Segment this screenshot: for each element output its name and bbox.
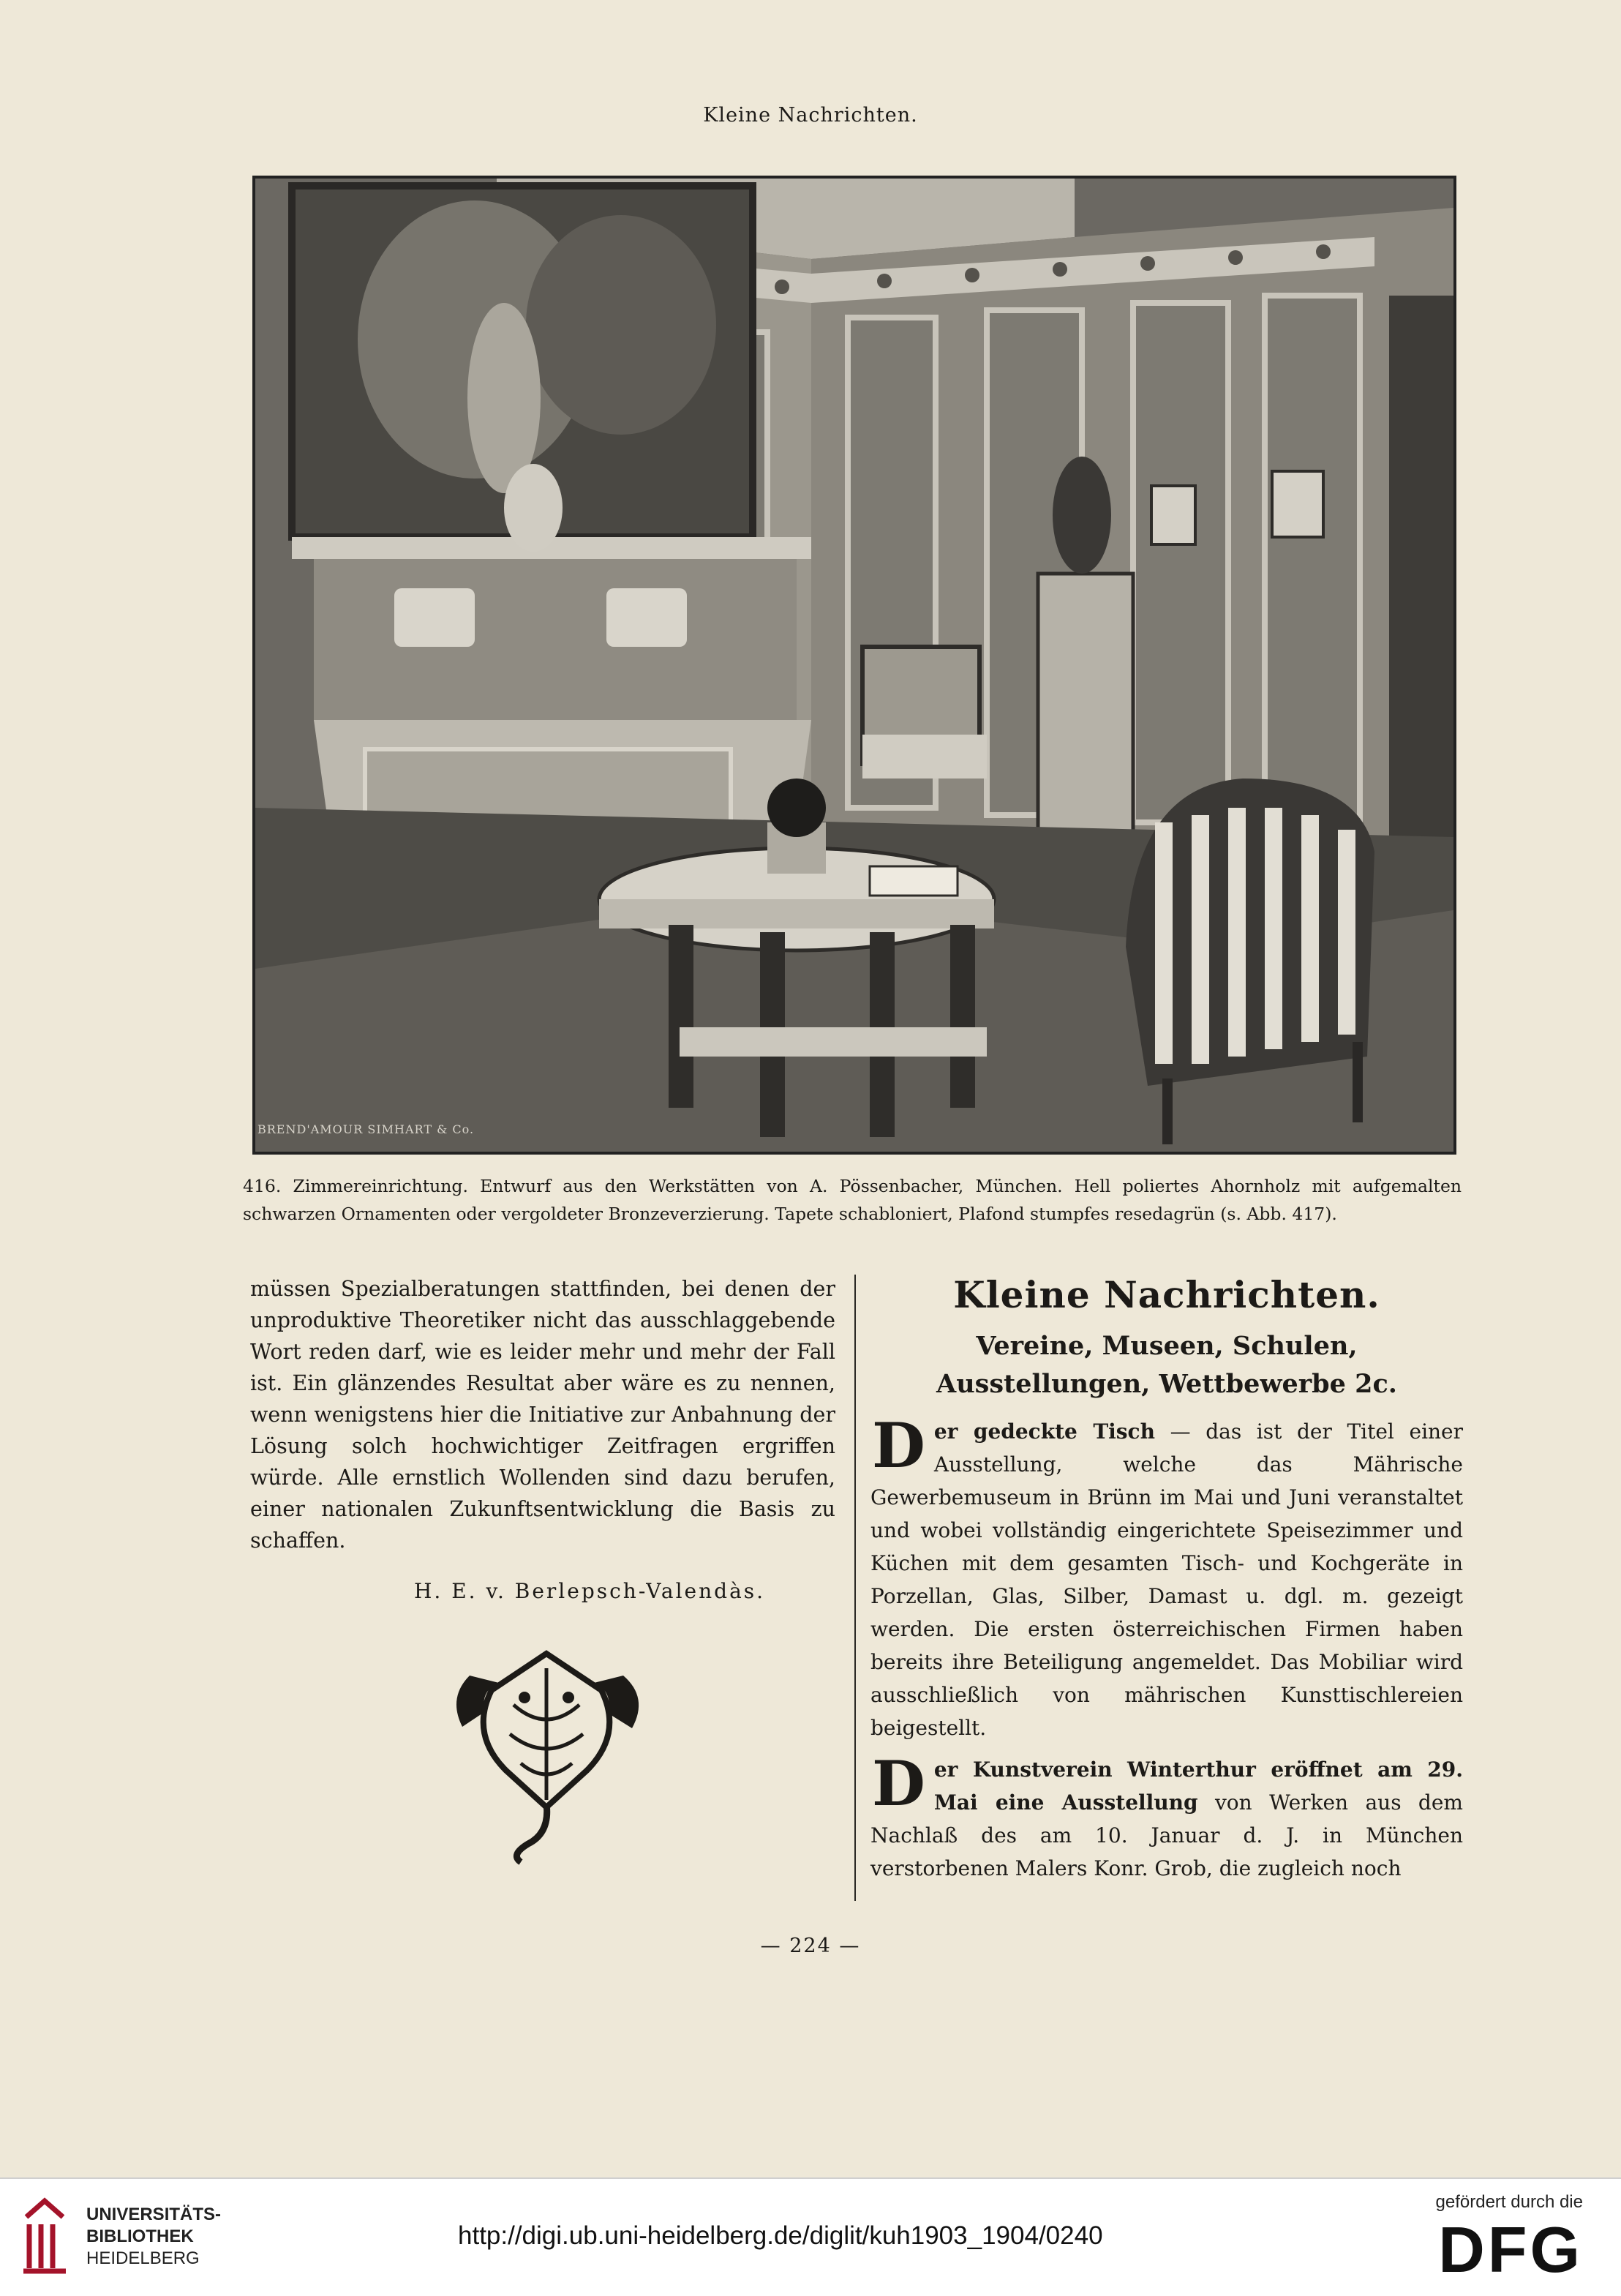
item-lead: er Kunstverein Winterthur eröffnet am 29. Mai eine Ausstellung [933,1757,1463,1815]
printer-imprint: BREND'AMOUR SIMHART & Co. [257,1122,475,1136]
section-title: Kleine Nachrichten. [953,1273,1380,1316]
column-divider [854,1275,856,1901]
running-head: Kleine Nachrichten. [703,104,918,127]
item-text: — das ist der Titel einer Ausstellung, welche das Mährische Gewerbemuseum in Brünn im Mai und Juni veranstaltet und wobei vollständig eingerichtete Speisezimmer und Küchen mit dem gesamten Tisch- und Kochgeräte in Porzellan, Glas, Silber, Damast u. dgl. m. gezeigt werden. Die ersten österreichischen Firmen haben bereits ihre Beteiligung angemeldet. Das Mobiliar wird ausschließlich von mährischen Kunsttischlereien beigestellt. [870,1419,1464,1740]
permalink-url[interactable]: http://digi.ub.uni-heidelberg.de/diglit/kuh1903_1904/0240 [458,2221,1103,2250]
item-text: von Werken aus dem Nachlaß des am 10. Januar d. J. in München verstorbenen Malers Konr. Grob, die zugleich noch [870,1790,1463,1880]
interior-photograph [252,176,1456,1155]
library-name: UNIVERSITÄTS- BIBLIOTHEK HEIDELBERG [86,2205,222,2268]
dfg-logo: DFG [1438,2213,1583,2286]
news-item [870,1747,1463,1885]
drop-cap: D [872,1409,925,1482]
ray-fish-ornament [440,1646,652,1866]
author-signature: H. E. v. Berlepsch-Valendàs. [414,1579,766,1603]
left-column-text: müssen Spezialberatungen stattfinden, bei denen der unproduktive Theoretiker nicht das ausschlaggebende Wort reden darf, wie es leider mehr und mehr der Fall ist. Ein glänzendes Resultat aber wäre es zu nennen, wenn wenigstens hier die Initiative zur Anbahnung der Lösung solch hochwichtiger Zeitfragen ergriffen würde. Alle ernstlich Wollenden sind dazu berufen, einer nationalen Zukunftsentwicklung die Basis zu schaffen. [250,1277,835,1553]
right-column [870,1273,1463,1894]
left-column [250,1273,835,1556]
funding-note: gefördert durch die [1435,2192,1583,2212]
section-subtitle: Vereine, Museen, Schulen, Ausstellungen, Wettbewerbe 2c. [936,1331,1397,1399]
item-lead: er gedeckte Tisch [933,1419,1155,1444]
viewer-footer [0,2177,1621,2296]
news-item [870,1409,1464,1744]
figure-caption: 416. Zimmereinrichtung. Entwurf aus den Werkstätten von A. Pössenbacher, München. Hell poliertes Ahornholz mit aufgemalten schwarzen Ornamenten oder vergoldeter Bronzeverzierung. Tapete schabloniert, Plafond stumpfes resedagrün (s. Abb. 417). [243,1176,1462,1224]
drop-cap: D [872,1747,925,1820]
page-number: — 224 — [760,1935,861,1957]
university-library-logo-icon [19,2195,70,2276]
